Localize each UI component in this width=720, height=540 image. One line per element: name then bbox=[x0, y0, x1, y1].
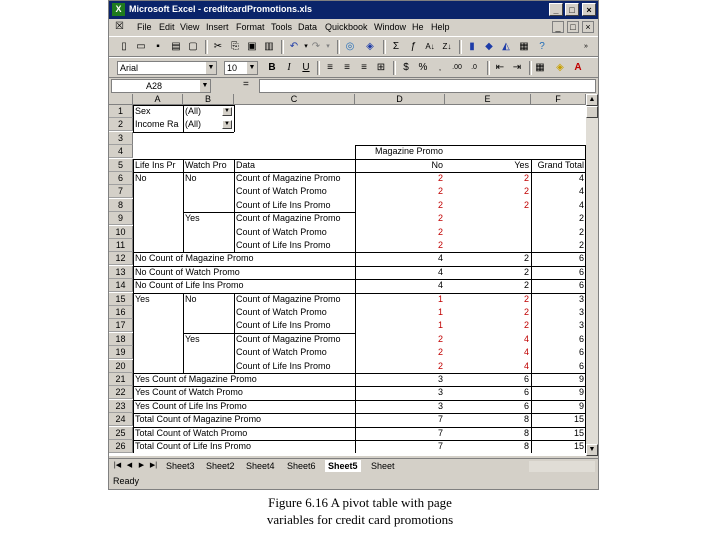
row-header[interactable]: 7 bbox=[109, 185, 133, 198]
figure-caption bbox=[200, 494, 520, 528]
merge-center-icon[interactable]: ⊞ bbox=[376, 62, 386, 73]
select-all-corner[interactable] bbox=[109, 94, 133, 105]
row-header[interactable]: 19 bbox=[109, 346, 133, 359]
grid-cell[interactable]: Count of Magazine Promo bbox=[236, 293, 341, 304]
status-text: Ready bbox=[113, 476, 140, 486]
menu-quickbook[interactable]: Quickbook bbox=[325, 22, 368, 32]
grid-cell[interactable]: 7 bbox=[437, 427, 443, 438]
grid-cell[interactable]: 1 bbox=[437, 307, 443, 317]
grid-cell[interactable]: 8 bbox=[523, 427, 529, 438]
grid-cell[interactable]: Sex bbox=[135, 106, 151, 116]
align-left-icon[interactable]: ≡ bbox=[327, 62, 333, 73]
grid-cell[interactable]: Count of Life Ins Promo bbox=[236, 320, 331, 331]
pivot-border-line bbox=[133, 266, 585, 267]
excel-app-icon[interactable]: X bbox=[112, 3, 125, 16]
format-painter-icon[interactable]: ▥ bbox=[264, 41, 274, 52]
caption-line-1: Figure 6.16 A pivot table with page bbox=[268, 495, 452, 510]
row-header[interactable]: 17 bbox=[109, 319, 133, 332]
row-header[interactable]: 1 bbox=[109, 105, 133, 118]
open-icon[interactable]: ▭ bbox=[136, 41, 146, 52]
worksheet-grid[interactable] bbox=[109, 94, 586, 456]
row-header[interactable]: 12 bbox=[109, 252, 133, 265]
row-header[interactable]: 8 bbox=[109, 199, 133, 212]
new-icon[interactable]: ▯ bbox=[121, 41, 127, 52]
caption-line-2: variables for credit card promotions bbox=[266, 512, 454, 527]
grid-cell[interactable]: 15 bbox=[573, 427, 584, 438]
grid-cell[interactable]: 3 bbox=[578, 307, 584, 317]
grid-cell[interactable]: Income Ra bbox=[135, 119, 179, 130]
menu-window[interactable]: Window bbox=[374, 22, 407, 32]
pivot-border-line bbox=[133, 293, 585, 294]
grid-cell[interactable]: No Count of Magazine Promo bbox=[135, 253, 254, 264]
grid-cell[interactable]: 3 bbox=[437, 387, 443, 398]
pivot-border-line bbox=[133, 159, 585, 160]
grid-cell[interactable]: 2 bbox=[437, 186, 443, 197]
grid-cell[interactable]: Yes Count of Life Ins Promo bbox=[135, 400, 247, 411]
grid-cell[interactable]: Yes bbox=[135, 293, 150, 304]
row-header[interactable]: 25 bbox=[109, 427, 133, 440]
menu-tools[interactable]: Tools bbox=[271, 22, 293, 32]
grid-cell[interactable]: 2 bbox=[523, 307, 529, 317]
toolbar-more-icon[interactable]: » bbox=[584, 43, 588, 50]
menu-data[interactable]: Data bbox=[298, 22, 318, 32]
scroll-up-icon[interactable]: ▲ bbox=[586, 94, 598, 106]
pivot-border-line bbox=[355, 145, 585, 146]
sheet-tab-bar bbox=[109, 458, 598, 473]
row-header[interactable]: 24 bbox=[109, 413, 133, 426]
chart-wizard-icon[interactable]: ▮ bbox=[469, 41, 475, 52]
workbook-icon[interactable]: ☒ bbox=[115, 21, 124, 32]
redo-icon[interactable]: ↷ bbox=[311, 41, 321, 52]
pivot-border-line bbox=[133, 373, 585, 374]
grid-cell[interactable]: 4 bbox=[437, 253, 443, 264]
grid-cell[interactable]: 9 bbox=[578, 387, 584, 398]
grid-cell[interactable]: 4 bbox=[523, 360, 529, 371]
scroll-down-icon[interactable]: ▼ bbox=[586, 444, 598, 456]
tab-sheet2[interactable]: Sheet2 bbox=[206, 461, 235, 471]
zoom-icon[interactable]: ▦ bbox=[519, 41, 529, 52]
grid-cell[interactable]: 15 bbox=[573, 441, 584, 451]
excel-window bbox=[108, 0, 599, 490]
grid-cell[interactable]: No Count of Life Ins Promo bbox=[135, 280, 244, 291]
grid-cell[interactable]: 1 bbox=[437, 293, 443, 304]
horizontal-scrollbar[interactable] bbox=[529, 461, 595, 472]
grid-cell[interactable]: Count of Magazine Promo bbox=[236, 213, 341, 224]
pivot-border-line bbox=[183, 333, 355, 334]
pivot-border-line bbox=[133, 172, 585, 173]
grid-cell[interactable]: 2 bbox=[437, 173, 443, 183]
toolbar-separator bbox=[529, 61, 532, 75]
grid-cell[interactable]: Total Count of Watch Promo bbox=[135, 427, 248, 438]
grid-cell[interactable]: Yes bbox=[185, 213, 200, 224]
grid-cell[interactable]: 2 bbox=[437, 347, 443, 358]
cut-icon[interactable]: ✂ bbox=[213, 41, 223, 52]
grid-cell[interactable]: 6 bbox=[523, 387, 529, 398]
grid-cell[interactable]: Grand Total bbox=[537, 159, 584, 170]
menu-edit[interactable]: Edit bbox=[159, 22, 175, 32]
column-header-f[interactable]: F bbox=[531, 94, 586, 105]
grid-cell[interactable]: Count of Life Ins Promo bbox=[236, 360, 331, 371]
row-header[interactable]: 10 bbox=[109, 226, 133, 239]
grid-cell[interactable]: 3 bbox=[437, 374, 443, 384]
grid-cell[interactable]: No Count of Watch Promo bbox=[135, 266, 240, 277]
toolbar-separator bbox=[459, 40, 462, 54]
grid-cell[interactable]: 2 bbox=[578, 240, 584, 250]
minimize-button[interactable]: _ bbox=[549, 3, 563, 16]
window-title: Microsoft Excel - creditcardPromotions.xls bbox=[129, 4, 313, 14]
pivot-border-line bbox=[234, 105, 235, 132]
menu-view[interactable]: View bbox=[180, 22, 200, 32]
grid-cell[interactable]: Count of Watch Promo bbox=[236, 226, 327, 237]
column-header-e[interactable]: E bbox=[445, 94, 531, 105]
comma-style-icon[interactable]: , bbox=[438, 63, 442, 72]
print-preview-icon[interactable]: ▢ bbox=[188, 41, 198, 52]
grid-cell[interactable]: 2 bbox=[523, 293, 529, 304]
grid-cell[interactable]: 7 bbox=[437, 441, 443, 451]
grid-cell[interactable]: 2 bbox=[437, 226, 443, 237]
chevron-down-icon[interactable]: ▼ bbox=[206, 62, 216, 74]
toolbar-separator bbox=[383, 40, 386, 54]
grid-cell[interactable]: 6 bbox=[578, 347, 584, 358]
paste-function-icon[interactable]: ƒ bbox=[410, 41, 416, 52]
pivot-border-line bbox=[133, 440, 585, 441]
row-header[interactable]: 13 bbox=[109, 266, 133, 279]
row-header[interactable]: 15 bbox=[109, 293, 133, 306]
grid-cell[interactable]: 2 bbox=[437, 199, 443, 210]
name-box[interactable] bbox=[111, 79, 211, 93]
grid-cell[interactable]: 4 bbox=[523, 347, 529, 358]
row-header[interactable]: 5 bbox=[109, 159, 133, 172]
grid-cell[interactable]: 2 bbox=[437, 213, 443, 224]
undo-icon[interactable]: ↶ bbox=[289, 41, 299, 52]
grid-cell[interactable]: 2 bbox=[523, 280, 529, 291]
align-right-icon[interactable]: ≡ bbox=[361, 62, 367, 73]
italic-icon[interactable]: I bbox=[287, 62, 291, 73]
menu-file[interactable]: File bbox=[137, 22, 152, 32]
standard-toolbar bbox=[109, 36, 598, 57]
tab-sheet5[interactable]: Sheet5 bbox=[325, 460, 361, 472]
pivot-border-line bbox=[133, 386, 585, 387]
grid-cell[interactable]: 9 bbox=[578, 374, 584, 384]
grid-cell[interactable]: No bbox=[185, 293, 197, 304]
sort-ascending-icon[interactable]: A↓ bbox=[425, 42, 435, 51]
grid-cell[interactable]: 8 bbox=[523, 414, 529, 425]
pivot-border-line bbox=[183, 212, 355, 213]
drawing-icon[interactable]: ◭ bbox=[502, 41, 510, 52]
grid-cell[interactable]: 1 bbox=[437, 320, 443, 331]
grid-cell[interactable]: Yes Count of Magazine Promo bbox=[135, 374, 257, 384]
grid-cell[interactable]: Count of Watch Promo bbox=[236, 347, 327, 358]
pivot-border-line bbox=[133, 413, 585, 414]
pivot-border-line bbox=[355, 145, 356, 453]
next-sheet-icon[interactable]: ▶ bbox=[138, 462, 145, 469]
grid-cell[interactable]: Life Ins Pr bbox=[135, 159, 176, 170]
grid-cell[interactable]: 2 bbox=[523, 186, 529, 197]
pivot-border-line bbox=[234, 159, 235, 172]
menu-he[interactable]: He bbox=[412, 22, 424, 32]
pivot-border-line bbox=[133, 427, 585, 428]
align-center-icon[interactable]: ≡ bbox=[344, 62, 350, 73]
grid-cell[interactable]: 2 bbox=[578, 226, 584, 237]
grid-cell[interactable]: Count of Watch Promo bbox=[236, 307, 327, 317]
row-header[interactable]: 3 bbox=[109, 132, 133, 145]
column-header-c[interactable]: C bbox=[234, 94, 355, 105]
pivot-border-line bbox=[133, 279, 585, 280]
grid-cell[interactable]: Watch Pro bbox=[185, 159, 227, 170]
menu-insert[interactable]: Insert bbox=[206, 22, 229, 32]
grid-cell[interactable]: Total Count of Life Ins Promo bbox=[135, 441, 252, 451]
pivot-border-line bbox=[531, 159, 532, 454]
row-header[interactable]: 9 bbox=[109, 212, 133, 225]
toolbar-separator bbox=[205, 40, 208, 54]
row-header[interactable]: 14 bbox=[109, 279, 133, 292]
grid-cell[interactable]: 2 bbox=[523, 199, 529, 210]
tab-sheet6[interactable]: Sheet6 bbox=[287, 461, 316, 471]
sort-descending-icon[interactable]: Z↓ bbox=[442, 42, 452, 51]
grid-cell[interactable]: 6 bbox=[578, 266, 584, 277]
grid-cell[interactable]: No bbox=[135, 173, 147, 183]
row-header[interactable]: 6 bbox=[109, 172, 133, 185]
row-header[interactable]: 18 bbox=[109, 333, 133, 346]
row-header[interactable]: 4 bbox=[109, 145, 133, 158]
pivot-border-line bbox=[133, 132, 234, 133]
column-header-a[interactable]: A bbox=[133, 94, 183, 105]
menu-bar bbox=[109, 19, 598, 36]
redo-dropdown-icon[interactable]: ▾ bbox=[326, 43, 330, 50]
pivot-border-line bbox=[183, 105, 184, 132]
grid-cell[interactable]: 6 bbox=[578, 360, 584, 371]
grid-cell[interactable]: 2 bbox=[523, 320, 529, 331]
grid-cell[interactable]: Yes bbox=[514, 159, 529, 170]
grid-cell[interactable]: 4 bbox=[437, 266, 443, 277]
grid-cell[interactable]: 6 bbox=[523, 400, 529, 411]
paste-icon[interactable]: ▣ bbox=[247, 41, 257, 52]
grid-cell[interactable]: 4 bbox=[437, 280, 443, 291]
grid-cell[interactable]: 2 bbox=[437, 240, 443, 250]
row-header[interactable]: 22 bbox=[109, 386, 133, 399]
close-button[interactable]: × bbox=[582, 3, 596, 16]
pivot-border-line bbox=[133, 159, 134, 454]
formula-equals[interactable]: = bbox=[243, 79, 249, 90]
toolbar-separator bbox=[393, 61, 396, 75]
pivot-border-line bbox=[133, 400, 585, 401]
undo-dropdown-icon[interactable]: ▾ bbox=[304, 43, 308, 50]
formatting-toolbar bbox=[109, 57, 598, 78]
bold-icon[interactable]: B bbox=[268, 62, 276, 73]
fill-color-icon[interactable]: ◈ bbox=[556, 62, 564, 73]
web-toolbar-icon[interactable]: ◈ bbox=[366, 41, 374, 52]
hyperlink-icon[interactable]: ◎ bbox=[345, 41, 355, 52]
doc-minimize-button[interactable]: _ bbox=[552, 21, 564, 33]
row-header[interactable]: 20 bbox=[109, 360, 133, 373]
row-header[interactable]: 11 bbox=[109, 239, 133, 252]
grid-cell[interactable]: 2 bbox=[578, 213, 584, 224]
doc-close-button[interactable]: × bbox=[582, 21, 594, 33]
toolbar-separator bbox=[487, 61, 490, 75]
toolbar-separator bbox=[281, 40, 284, 54]
tab-sheet3[interactable]: Sheet3 bbox=[166, 461, 195, 471]
pivot-border-line bbox=[133, 252, 585, 253]
name-box-value: A28 bbox=[146, 81, 163, 91]
maximize-button[interactable]: □ bbox=[565, 3, 579, 16]
borders-icon[interactable]: ▦ bbox=[535, 62, 545, 73]
tab-sheet[interactable]: Sheet bbox=[371, 461, 395, 471]
chevron-down-icon[interactable]: ▼ bbox=[222, 120, 232, 129]
currency-icon[interactable]: $ bbox=[403, 62, 409, 73]
decrease-indent-icon[interactable]: ⇤ bbox=[495, 62, 505, 73]
column-header-b[interactable]: B bbox=[183, 94, 234, 105]
grid-cell[interactable]: (All) bbox=[185, 106, 201, 116]
font-size-value: 10 bbox=[227, 63, 238, 73]
grid-cell[interactable]: 3 bbox=[578, 320, 584, 331]
autosum-icon[interactable]: Σ bbox=[392, 41, 400, 52]
first-sheet-icon[interactable]: |◀ bbox=[113, 462, 122, 469]
row-header[interactable]: 16 bbox=[109, 306, 133, 319]
grid-cell[interactable]: Count of Watch Promo bbox=[236, 186, 327, 197]
grid-cell[interactable]: 6 bbox=[523, 374, 529, 384]
tab-sheet4[interactable]: Sheet4 bbox=[246, 461, 275, 471]
grid-cell[interactable]: Yes bbox=[185, 333, 200, 344]
grid-cell[interactable]: Count of Magazine Promo bbox=[236, 333, 341, 344]
toolbar-separator bbox=[317, 61, 320, 75]
grid-cell[interactable]: No bbox=[431, 159, 443, 170]
map-icon[interactable]: ◆ bbox=[485, 41, 493, 52]
menu-help[interactable]: Help bbox=[431, 22, 450, 32]
row-header[interactable]: 23 bbox=[109, 400, 133, 413]
grid-cell[interactable]: 4 bbox=[578, 199, 584, 210]
grid-cell[interactable]: 6 bbox=[578, 253, 584, 264]
grid-cell[interactable]: 2 bbox=[523, 173, 529, 183]
grid-cell[interactable]: 8 bbox=[523, 441, 529, 451]
grid-cell[interactable]: 4 bbox=[578, 186, 584, 197]
font-color-icon[interactable]: A bbox=[574, 62, 582, 73]
grid-cell[interactable]: Count of Life Ins Promo bbox=[236, 240, 331, 250]
grid-cell[interactable]: Total Count of Magazine Promo bbox=[135, 414, 262, 425]
grid-cell[interactable]: 3 bbox=[437, 400, 443, 411]
print-icon[interactable]: ▤ bbox=[171, 41, 181, 52]
grid-cell[interactable]: 2 bbox=[523, 266, 529, 277]
grid-cell[interactable]: 3 bbox=[578, 293, 584, 304]
menu-format[interactable]: Format bbox=[236, 22, 265, 32]
font-name-value: Arial bbox=[120, 63, 139, 73]
grid-cell[interactable]: Count of Magazine Promo bbox=[236, 173, 341, 183]
grid-cell[interactable]: 6 bbox=[578, 280, 584, 291]
grid-cell[interactable]: 4 bbox=[523, 333, 529, 344]
last-sheet-icon[interactable]: ▶| bbox=[149, 462, 158, 469]
pivot-border-line bbox=[183, 159, 184, 172]
chevron-down-icon[interactable]: ▼ bbox=[222, 107, 232, 116]
grid-cell[interactable]: Yes Count of Watch Promo bbox=[135, 387, 243, 398]
underline-icon[interactable]: U bbox=[302, 62, 310, 73]
office-assistant-icon[interactable]: ? bbox=[539, 41, 545, 52]
percent-icon[interactable]: % bbox=[418, 62, 428, 73]
grid-cell[interactable]: Magazine Promo bbox=[374, 146, 443, 157]
grid-cell[interactable]: 2 bbox=[437, 360, 443, 371]
vertical-scrollbar[interactable] bbox=[586, 94, 598, 456]
status-bar bbox=[109, 474, 598, 489]
increase-decimal-icon[interactable]: .00 bbox=[452, 64, 462, 71]
grid-cell[interactable]: 2 bbox=[523, 253, 529, 264]
doc-restore-button[interactable]: □ bbox=[567, 21, 579, 33]
chevron-down-icon[interactable]: ▼ bbox=[200, 80, 210, 92]
copy-icon[interactable]: ⎘ bbox=[231, 41, 239, 52]
grid-cell[interactable]: Data bbox=[236, 159, 256, 170]
row-header[interactable]: 26 bbox=[109, 440, 133, 453]
scroll-thumb[interactable] bbox=[586, 106, 598, 118]
font-name-combo[interactable] bbox=[117, 61, 217, 75]
grid-cell[interactable]: 9 bbox=[578, 400, 584, 411]
grid-cell[interactable]: No bbox=[185, 173, 197, 183]
grid-cell[interactable]: 6 bbox=[578, 333, 584, 344]
row-header[interactable]: 2 bbox=[109, 118, 133, 131]
formula-input[interactable] bbox=[259, 79, 596, 93]
grid-cell[interactable]: Count of Life Ins Promo bbox=[236, 199, 331, 210]
formula-bar bbox=[109, 78, 598, 94]
prev-sheet-icon[interactable]: ◀ bbox=[126, 462, 133, 469]
row-header[interactable]: 21 bbox=[109, 373, 133, 386]
grid-cell[interactable]: (All) bbox=[185, 119, 201, 130]
chevron-down-icon[interactable]: ▼ bbox=[247, 62, 257, 74]
grid-cell[interactable]: 4 bbox=[578, 173, 584, 183]
decrease-decimal-icon[interactable]: .0 bbox=[471, 64, 477, 71]
increase-indent-icon[interactable]: ⇥ bbox=[512, 62, 522, 73]
save-icon[interactable]: ▪ bbox=[156, 41, 160, 52]
pivot-border-line bbox=[133, 105, 134, 132]
font-size-combo[interactable] bbox=[224, 61, 258, 75]
column-header-d[interactable]: D bbox=[355, 94, 445, 105]
title-bar bbox=[109, 1, 598, 19]
grid-cell[interactable]: 15 bbox=[573, 414, 584, 425]
grid-cell[interactable]: 2 bbox=[437, 333, 443, 344]
toolbar-separator bbox=[337, 40, 340, 54]
grid-cell[interactable]: 7 bbox=[437, 414, 443, 425]
